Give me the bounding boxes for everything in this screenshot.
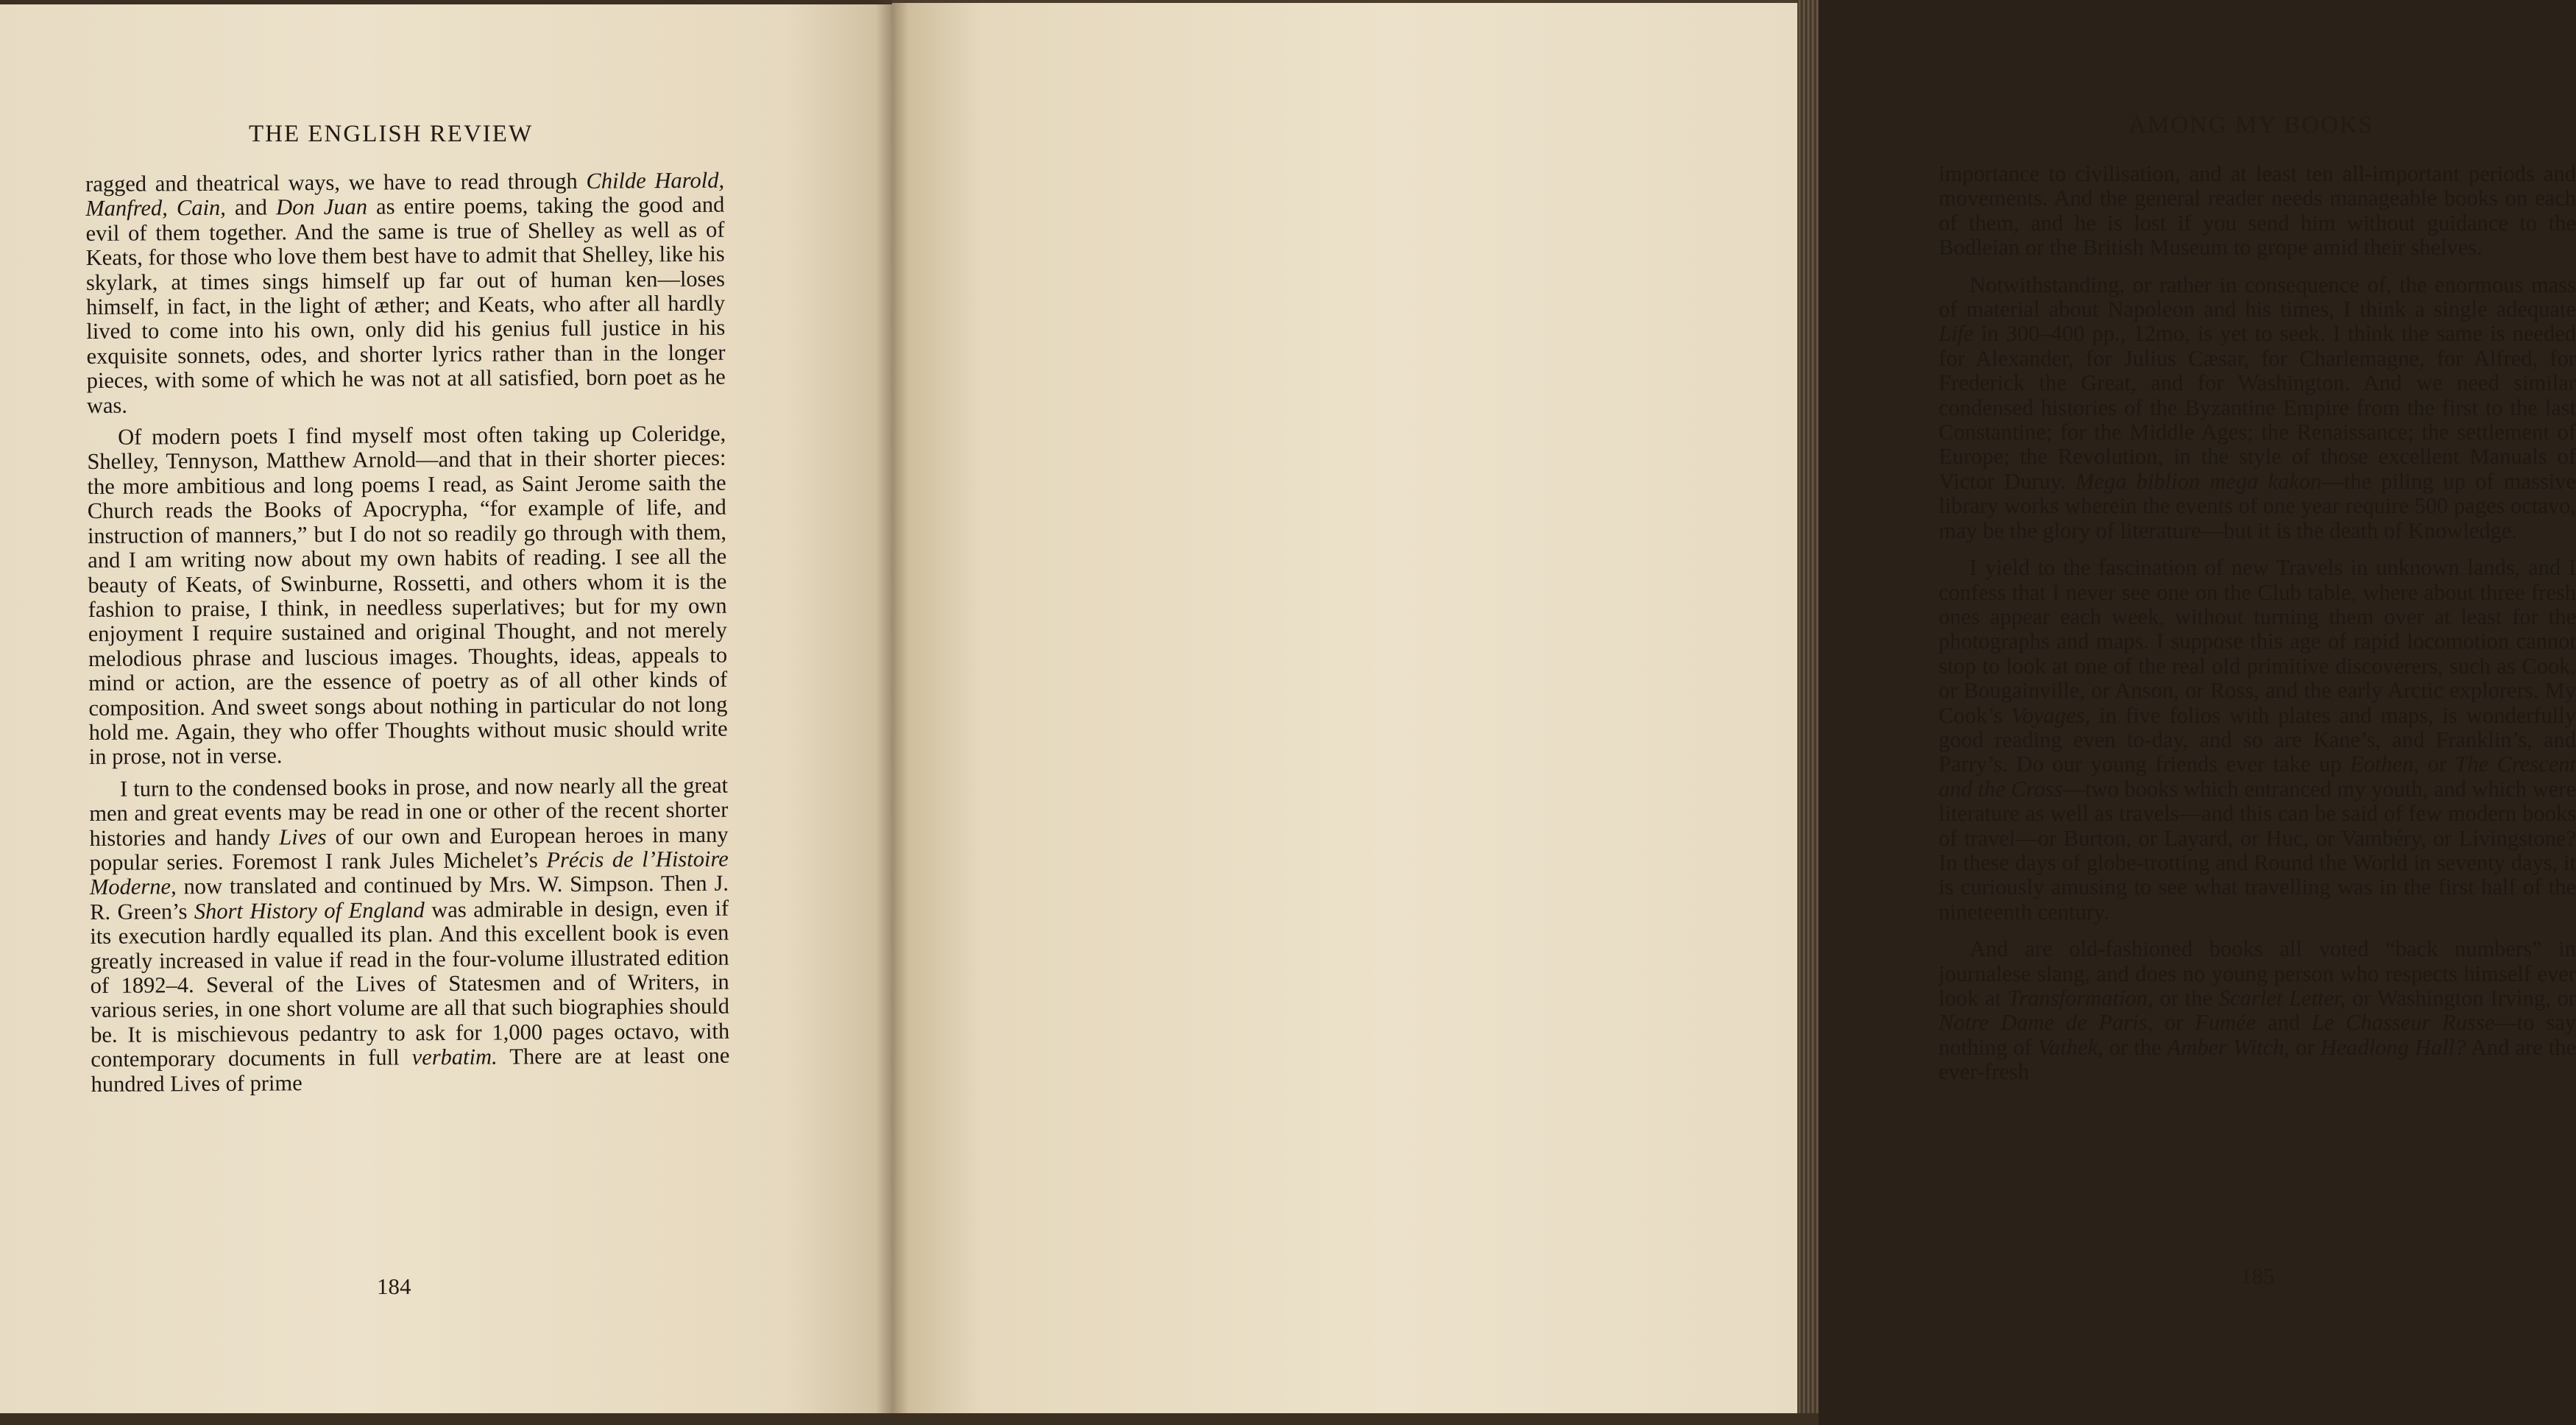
text-run: Notwithstanding, or rather in consequence of, the enormous mass of material about Napoleon and his times, I think a single adequate [1939,272,2576,322]
italic-title: Childe Harold, Manfred, Cain, [85,167,725,222]
italic-title: Scarlet Letter, [2218,986,2346,1011]
italic-title: Fumée [2195,1010,2257,1036]
text-run: or Washington Irving, or [2346,986,2576,1011]
text-run: —the piling up of massive library works wherein the events of one year require 500 pages octavo, may be the glory of literature—but it is the death of Knowledge. [1939,468,2576,543]
text-run: And are the ever-fresh [1939,1034,2576,1085]
text-run: Of modern poets I find myself most often taking up Coleridge, Shelley, Tennyson, Matthew Arnold—and that in their shorter pieces: the more ambitious and long poems I read, as Saint Jerome saith the Church reads the Books of Apocrypha, “for example of life, and instruction of manners,” but I do not so readily go through with them, and I am writing now about my own habits of reading. I see all the beauty of Keats, of Swinburne, Rossetti, and others whom it is the fashion to praise, I think, in needless superlatives; but for my own enjoyment I require sustained and original Thought, and not merely melodious phrase and luscious images. Thoughts, ideas, appeals to mind or action, are the essence of poetry as of all other kinds of composition. And sweet songs about nothing in particular do not long hold me. Again, they who offer Thoughts without music should write in prose, not in verse. [87,420,728,770]
italic-title: Vathek, [2037,1034,2103,1060]
paragraph [89,773,730,1097]
running-head: AMONG MY BOOKS [2129,112,2374,138]
italic-title: Amber Witch, [2167,1034,2290,1060]
text-run: as entire poems, taking the good and evil of them together. And the same is true of Shelley as well as of Keats, for those who love them best have to admit that Shelley, like his skylark, at times sings himself up far out of human ken—loses himself, in fact, in the light of æther; and Keats, who after all hardly lived to come into his own, only did his genius full justice in his exquisite sonnets, odes, and shorter lyrics rather than in the longer pieces, with some of which he was not at all satisfied, born poet as he was. [85,192,726,418]
text-run: or [2153,1010,2195,1036]
text-run: of our own and European heroes in many popular series. Foremost I rank Jules Michelet’s [89,821,729,875]
text-run: And are old-fashioned books all voted “back numbers” in journalese slang, and does no young person who respects himself ever look at [1939,936,2576,1011]
running-head: THE ENGLISH REVIEW [249,121,534,147]
paragraph [1939,162,2576,261]
paragraph [1939,556,2576,924]
page-number: 185 [2240,1263,2275,1289]
text-run: —two books which entranced my youth, and which were literature as well as travels—and this can be said of few modern books of travel—or Burton, or Layard, or Huc, or Vambéry, or Livingstone? In these days of globe-trotting and Round the World in seventy days, it is curiously amusing to see what travelling was in the first half of the nineteenth century. [1939,776,2576,924]
italic-title: Notre Dame de Paris, [1939,1010,2154,1036]
italic-title: Lives [279,824,327,849]
paragraph [1939,937,2576,1084]
italic-title: Don Juan [276,194,368,220]
text-run: importance to civilisation, and at least ten all-important periods and movements. And the general reader needs manageable books on each of them, and he is lost if you send him without guidance to the Bodleian or the British Museum to grope amid their shelves. [1939,161,2576,261]
italic-title: Headlong Hall? [2320,1034,2466,1060]
text-run: and [2256,1010,2312,1036]
text-run: ragged and theatrical ways, we have to read through [85,168,587,197]
text-run: —to say nothing of [1939,1010,2576,1060]
paragraph [87,422,728,770]
italic-title: Short History of England [194,897,425,924]
body-text [1939,162,2576,1085]
text-run: There are at least one hundred Lives of prime [91,1042,730,1097]
italic-title: Précis de l’Histoire Moderne, [89,846,729,900]
body-text [85,169,730,1097]
text-run: and [225,194,277,221]
text-run: I yield to the fascination of new Travels in unknown lands, and I confess that I never see one on the Club table, where about three fresh ones appear each week, without turning them over at least for the photographs and maps. I suppose this age of rapid locomotion cannot stop to look at one of the real old primitive discoverers, such as Cook, or Bougainville, or Anson, or Ross, and the early Arctic explorers. My Cook’s [1939,555,2576,728]
text-run: now translated and continued by Mrs. W. Simpson. Then J. R. Green’s [90,871,729,924]
italic-title: Voyages, [2011,702,2091,728]
text-run: I turn to the condensed books in prose, and now nearly all the great men and great events may be read in one or other of the recent shorter histories and handy [89,772,729,851]
page-number: 184 [377,1273,411,1299]
italic-title: Mega biblion mega kakon [2076,468,2322,494]
italic-title: The Crescent and the Cross [1939,752,2576,802]
italic-title: verbatim. [411,1044,498,1070]
italic-title: Life [1939,321,1974,347]
right-page [892,0,2576,1425]
text-run: or [2290,1034,2321,1060]
paragraph [85,169,726,418]
text-run: or the [2153,986,2219,1011]
text-run: or the [2103,1034,2168,1060]
text-run: in 300–400 pp., 12mo, is yet to seek. I think the same is needed for Alexander, for Julius Cæsar, for Charlemagne, for Alfred, for Frederick the Great, and for Washington. And we need similar condensed histories of the Byzantine Empire from the first to the last Constantine; for the Middle Ages; the Renaissance; the settlement of Europe; the Revolution, in the style of those excellent Manuals of Victor Duruy. [1939,321,2576,494]
italic-title: Eothen, [2349,752,2419,777]
cover-edge [0,1413,1819,1425]
left-page [0,0,892,1425]
text-run: was admirable in design, even if its execution hardly equalled its plan. And this excellent book is even greatly increased in value if read in the four-volume illustrated edition of 1892–4. Several of the Lives of Statesmen and of Writers, in various series, in one short volume are all that such biographies should be. It is mischievous pedantry to ask for 1,000 pages octavo, with contemporary documents in full [90,895,730,1072]
page-edges [1797,0,1819,1425]
gutter-shadow [876,0,908,1425]
italic-title: Le Chasseur Russe [2311,1010,2495,1036]
text-run: in five folios with plates and maps, is wonderfully good reading even to-day, and so are Kane’s, and Franklin’s, and Parry’s. Do our young friends ever take up [1939,702,2576,777]
text-run: or [2418,752,2455,777]
italic-title: Transformation, [2007,986,2154,1011]
paragraph [1939,273,2576,543]
